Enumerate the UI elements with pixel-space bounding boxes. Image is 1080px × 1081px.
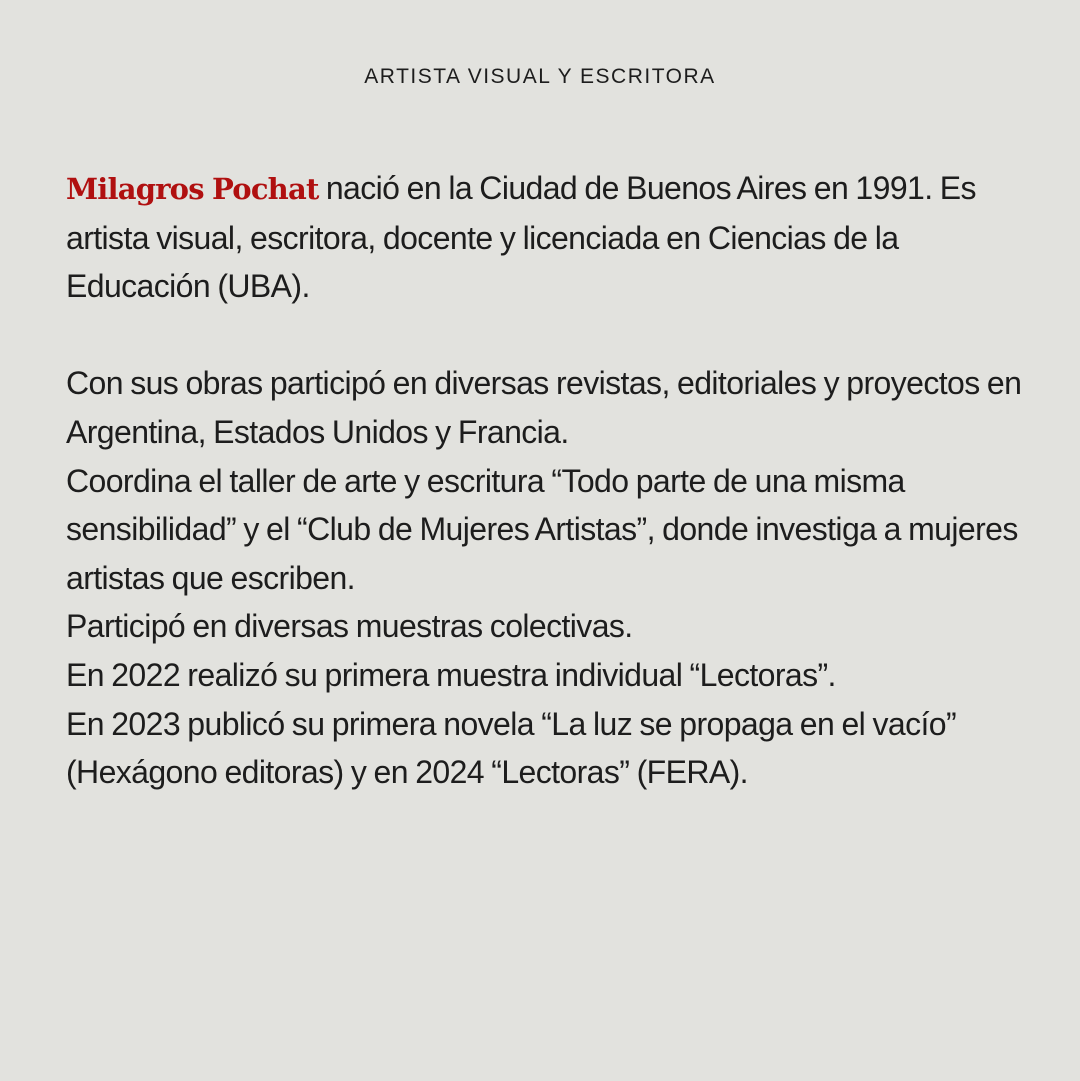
- author-name: Milagros Pochat: [66, 172, 319, 206]
- bio-paragraph-publications: Con sus obras participó en diversas revistas, editoriales y proyectos en Argentina, Estados Unidos y Francia.: [66, 365, 1022, 450]
- bio-intro-text: nació en la Ciudad de Buenos Aires en 1991. Es artista visual, escritora, docente y licenciada en Ciencias de la Educación (UBA).: [66, 170, 976, 305]
- bio-paragraph-group-shows: Participó en diversas muestras colectivas.: [66, 608, 633, 645]
- bio-intro-paragraph: [66, 164, 1026, 311]
- page-subtitle: ARTISTA VISUAL Y ESCRITORA: [364, 65, 716, 88]
- bio-paragraph-books: En 2023 publicó su primera novela “La luz se propaga en el vacío” (Hexágono editoras) y en 2024 “Lectoras” (FERA).: [66, 705, 957, 791]
- bio-paragraph-workshop: Coordina el taller de arte y escritura “Todo parte de una misma sensibilidad” y el “Club de Mujeres Artistas”, donde investiga a mujeres artistas que escriben.: [66, 462, 1018, 596]
- bio-text: [66, 164, 1026, 797]
- paragraph-spacer: [66, 311, 1026, 360]
- bio-paragraph-solo-show: En 2022 realizó su primera muestra individual “Lectoras”.: [66, 656, 836, 693]
